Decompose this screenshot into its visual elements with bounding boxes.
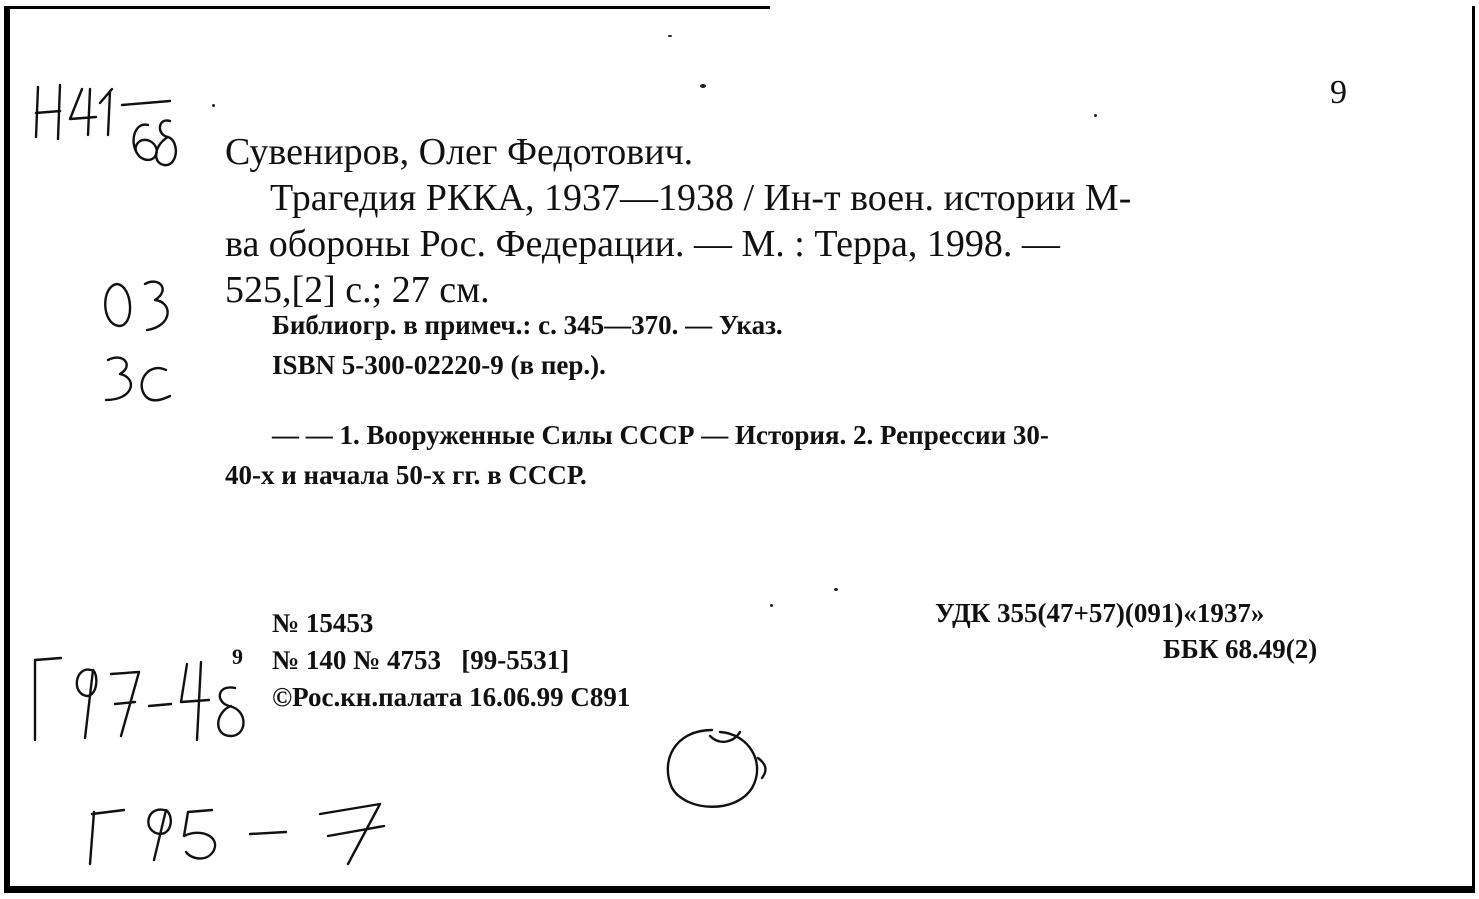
subjects-line-2: 40-х и начала 50-х гг. в СССР. xyxy=(225,460,587,490)
subjects-line-1: — — 1. Вооруженные Силы СССР — История. 2. Репрессии 30- xyxy=(272,420,1049,450)
copyright-line: ©Рос.кн.палата 16.06.99 С891 xyxy=(272,682,631,712)
speck xyxy=(212,104,215,107)
page-number: 9 xyxy=(1330,74,1347,111)
title-line-1: Трагедия РККА, 1937—1938 / Ин-т воен. истории М- xyxy=(270,177,1132,219)
handwritten-mark-03 xyxy=(95,272,185,342)
stamp-circle xyxy=(650,718,780,818)
handwritten-small-digit: 9 xyxy=(232,644,243,669)
title-line-3: 525,[2] с.; 27 см. xyxy=(225,269,490,311)
title-line-2: ва обороны Рос. Федерации. — М. : Терра, 1998. — xyxy=(225,223,1060,265)
card-number: № 15453 xyxy=(272,608,374,638)
bbk-code: ББК 68.49(2) xyxy=(1163,634,1318,664)
speck xyxy=(834,588,838,591)
isbn: ISBN 5-300-02220-9 (в пер.). xyxy=(272,350,606,380)
author-heading: Сувениров, Олег Федотович. xyxy=(225,131,694,173)
speck xyxy=(700,84,706,88)
speck xyxy=(668,35,672,37)
handwritten-mark-3c xyxy=(100,350,180,410)
udk-code: УДК 355(47+57)(091)«1937» xyxy=(935,598,1265,628)
handwritten-top-mark xyxy=(30,75,180,185)
handwritten-bottom-mark-1 xyxy=(25,640,255,750)
handwritten-bottom-mark-2 xyxy=(80,780,400,870)
registration-numbers: № 140 № 4753 [99-5531] xyxy=(272,645,570,675)
speck xyxy=(1094,114,1097,117)
speck xyxy=(770,604,773,607)
bibliography-note: Библиогр. в примеч.: с. 345—370. — Указ. xyxy=(272,310,783,340)
top-edge-line xyxy=(10,6,770,9)
